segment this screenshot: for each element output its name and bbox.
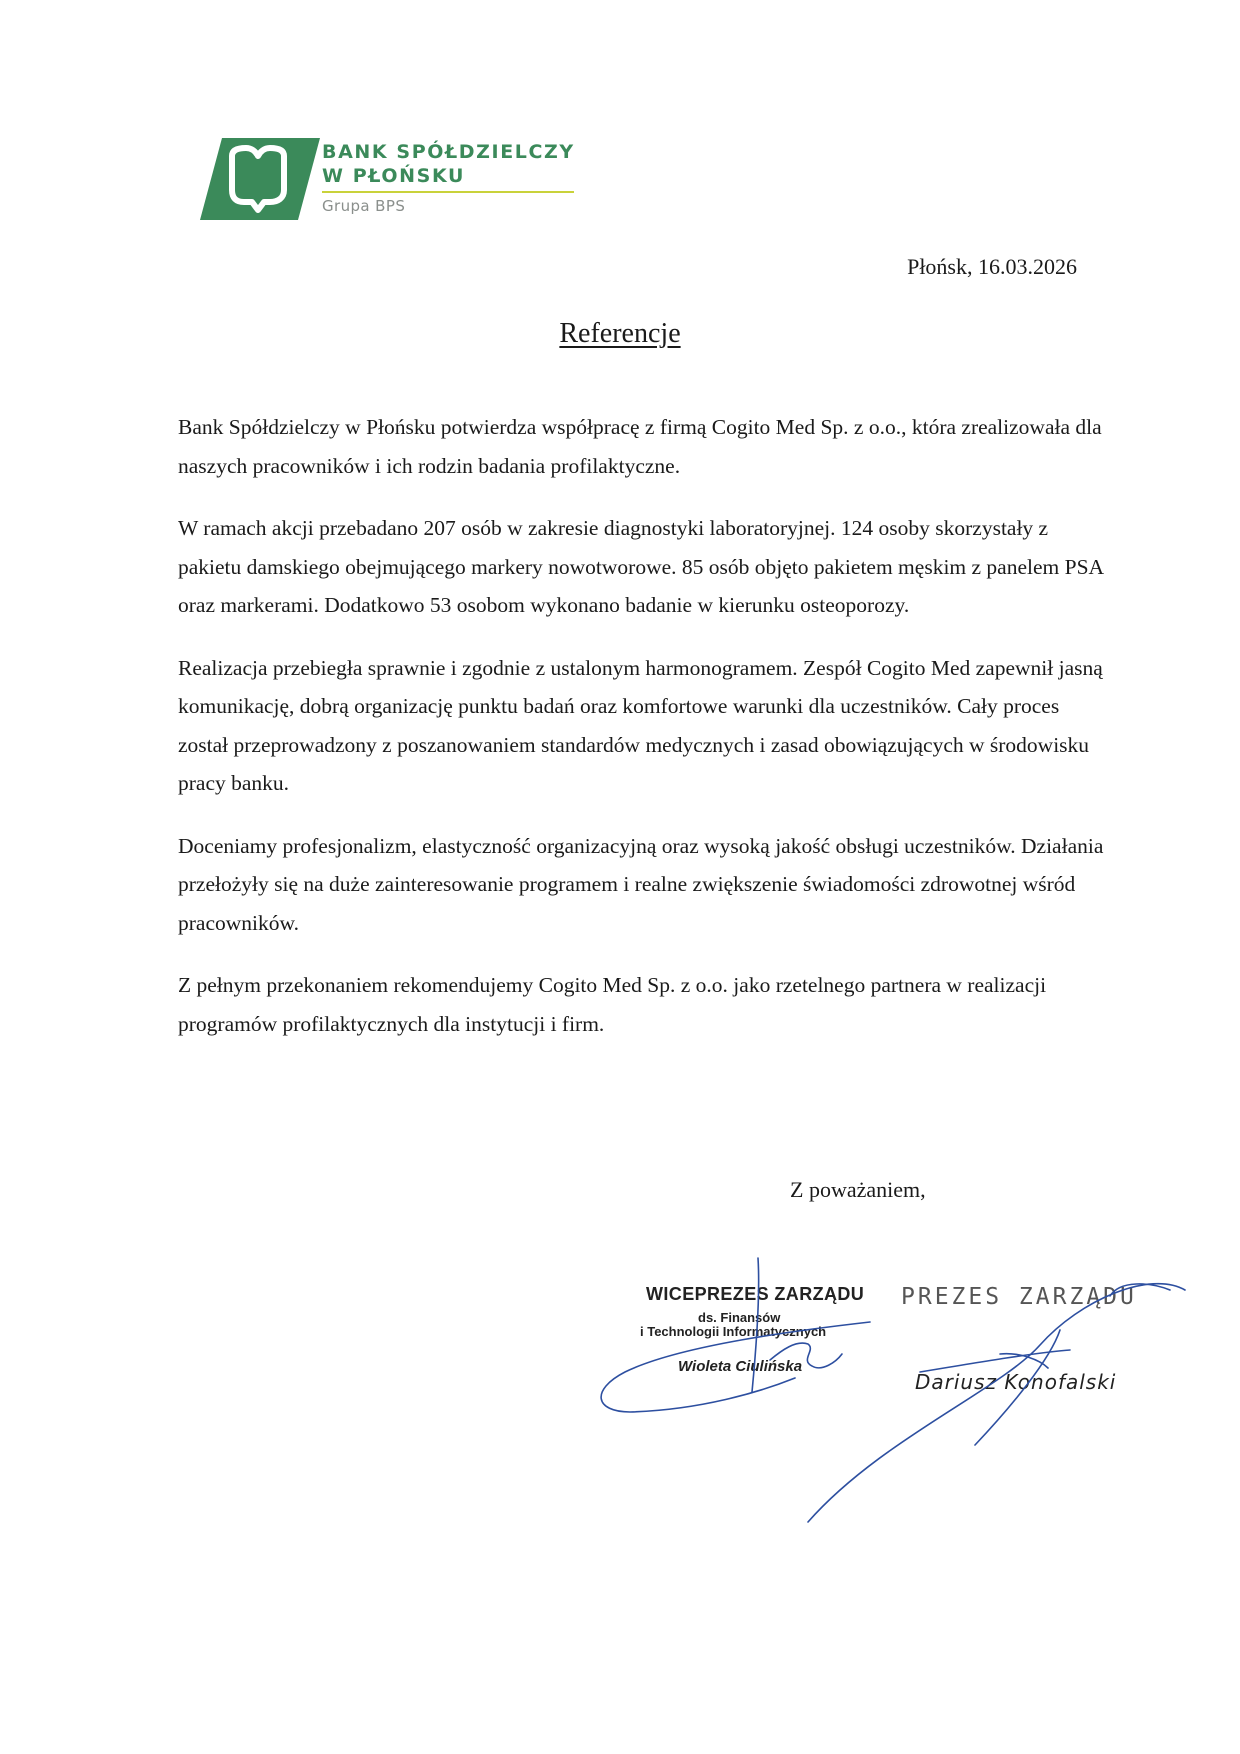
president-title: PREZES ZARZĄDU — [901, 1284, 1137, 1310]
vice-president-name: Wioleta Ciulińska — [678, 1358, 803, 1375]
president-name: Dariusz Konofalski — [915, 1370, 1117, 1394]
vice-president-title: WICEPREZES ZARZĄDU — [646, 1284, 865, 1304]
paragraph: Bank Spółdzielczy w Płońsku potwierdza współpracę z firmą Cogito Med Sp. z o.o., która zrealizowała dla naszych pracowników i ich rodzin badania profilaktyczne. — [178, 415, 1102, 478]
vice-president-department-detail: i Technologii Informatycznych — [640, 1324, 827, 1339]
letter-body — [178, 408, 1108, 1067]
letter-date: Płońsk, 16.03.2026 — [907, 254, 1077, 279]
logo-divider — [322, 191, 574, 193]
vice-president-department: ds. Finansów — [698, 1310, 781, 1325]
heart-shield-icon — [200, 138, 320, 220]
bank-name-line2: W PŁOŃSKU — [322, 165, 465, 187]
paragraph: Realizacja przebiegła sprawnie i zgodnie z ustalonym harmonogramem. Zespół Cogito Med zapewnił jasną komunikację, dobrą organizację punktu badań oraz komfortowe warunki dla uczestników. Cały proces został przeprowadzony z poszanowaniem standardów medycznych i zasad obowiązujących w środowisku pracy banku. — [178, 655, 1103, 795]
bank-group: Grupa BPS — [322, 197, 406, 215]
vice-president-stamp — [570, 1270, 930, 1420]
paragraph: Z pełnym przekonaniem rekomendujemy Cogito Med Sp. z o.o. jako rzetelnego partnera w realizacji programów profilaktycznych dla instytucji i firm. — [178, 973, 1047, 1036]
paragraph: Doceniamy profesjonalizm, elastyczność organizacyjną oraz wysoką jakość obsługi uczestników. Działania przełożyły się na duże zainteresowanie programem i realne zwiększenie świadomości zdrowotnej wśród pracowników. — [178, 833, 1104, 935]
letter-title: Referencje — [559, 318, 681, 349]
president-stamp — [895, 1270, 1195, 1420]
bank-name — [322, 140, 575, 215]
bank-name-line1: BANK SPÓŁDZIELCZY — [322, 141, 575, 163]
closing-salutation: Z poważaniem, — [790, 1177, 926, 1202]
bank-logo — [200, 134, 600, 224]
paragraph: W ramach akcji przebadano 207 osób w zakresie diagnostyki laboratoryjnej. 124 osoby skorzystały z pakietu damskiego obejmującego markery nowotworowe. 85 osób objęto pakietem męskim z panelem PSA oraz markerami. Dodatkowo 53 osobom wykonano badanie w kierunku osteoporozy. — [178, 516, 1103, 617]
